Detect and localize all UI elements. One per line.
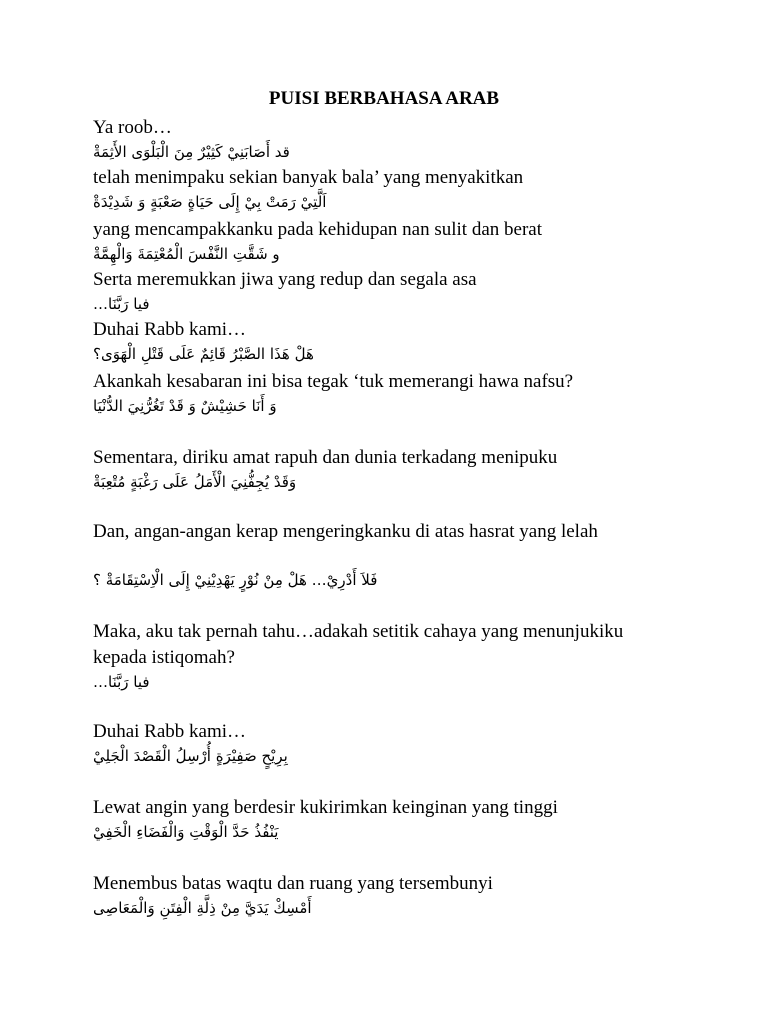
poem-line: Akankah kesabaran ini bisa tegak ‘tuk memerangi hawa nafsu? xyxy=(93,371,574,392)
arabic-line: فَلاَ أَدْرِيْ… هَلْ مِنْ نُوْرٍ يَهْدِيْنِيْ إِلَى الْاِسْتِقَامَةْ ؟ xyxy=(93,571,378,589)
poem-line: Lewat angin yang berdesir kukirimkan keinginan yang tinggi xyxy=(93,797,558,818)
poem-line: Serta meremukkan jiwa yang redup dan segala asa xyxy=(93,269,477,290)
poem-line: Dan, angan-angan kerap mengeringkanku di atas hasrat yang lelah xyxy=(93,521,598,542)
arabic-line: فيا رَبَّنَا… xyxy=(93,295,150,313)
arabic-line: فيا رَبَّنَا… xyxy=(93,673,150,691)
poem-line: Duhai Rabb kami… xyxy=(93,319,247,340)
poem-line: Menembus batas waqtu dan ruang yang tersembunyi xyxy=(93,873,493,894)
arabic-line: اَلَّتِيْ رَمَتْ بِيْ إِلَى حَيَاةٍ صَعْبَةٍ وَ شَدِيْدَةْ xyxy=(93,193,327,211)
poem-line: Maka, aku tak pernah tahu…adakah setitik cahaya yang menunjukiku xyxy=(93,621,624,642)
arabic-line: أَمْسِكْ يَدَيَّ مِنْ ذِلَّةِ الْفِتَنِ وَالْمَعَاصِى xyxy=(93,899,312,917)
poem-line: Duhai Rabb kami… xyxy=(93,721,247,742)
poem-line: Sementara, diriku amat rapuh dan dunia terkadang menipuku xyxy=(93,447,558,468)
poem-line: telah menimpaku sekian banyak bala’ yang menyakitkan xyxy=(93,167,524,188)
arabic-line: قد أَصَابَنِيْ كَثِيْرٌ مِنَ الْبَلْوَى الأَثِمَةْ xyxy=(93,143,290,161)
arabic-line: بِرِيْحٍ صَفِيْرَةٍ أُرْسِلُ الْقَصْدَ الْجَلِيْ xyxy=(93,747,288,765)
poem-line: yang mencampakkanku pada kehidupan nan sulit dan berat xyxy=(93,219,542,240)
poem-line: kepada istiqomah? xyxy=(93,647,235,668)
arabic-line: يَنْفُذُ حَدَّ الْوَقْتِ وَالْفَضَاءِ الْخَفِيْ xyxy=(93,823,279,841)
poem-line: Ya roob… xyxy=(93,117,172,138)
arabic-line: وَ أَنَا حَشِيْشٌ وَ قَدْ تَغُرُّنِيَ الدُّنْيَا xyxy=(93,397,277,415)
document-title: PUISI BERBAHASA ARAB xyxy=(268,88,500,109)
arabic-line: هَلْ هَذَا الصَّبْرُ قَائِمٌ عَلَى قَتْلِ الْهَوَى؟ xyxy=(93,345,314,363)
arabic-line: و شَقَّتِ النَّفْسَ الْمُعْتِمَةَ وَالْهِمَّةْ xyxy=(93,245,280,263)
arabic-line: وَقَدْ يُجِفُّنِيَ الْأَمَلُ عَلَى رَغْبَةٍ مُتْعِبَةْ xyxy=(93,473,297,491)
